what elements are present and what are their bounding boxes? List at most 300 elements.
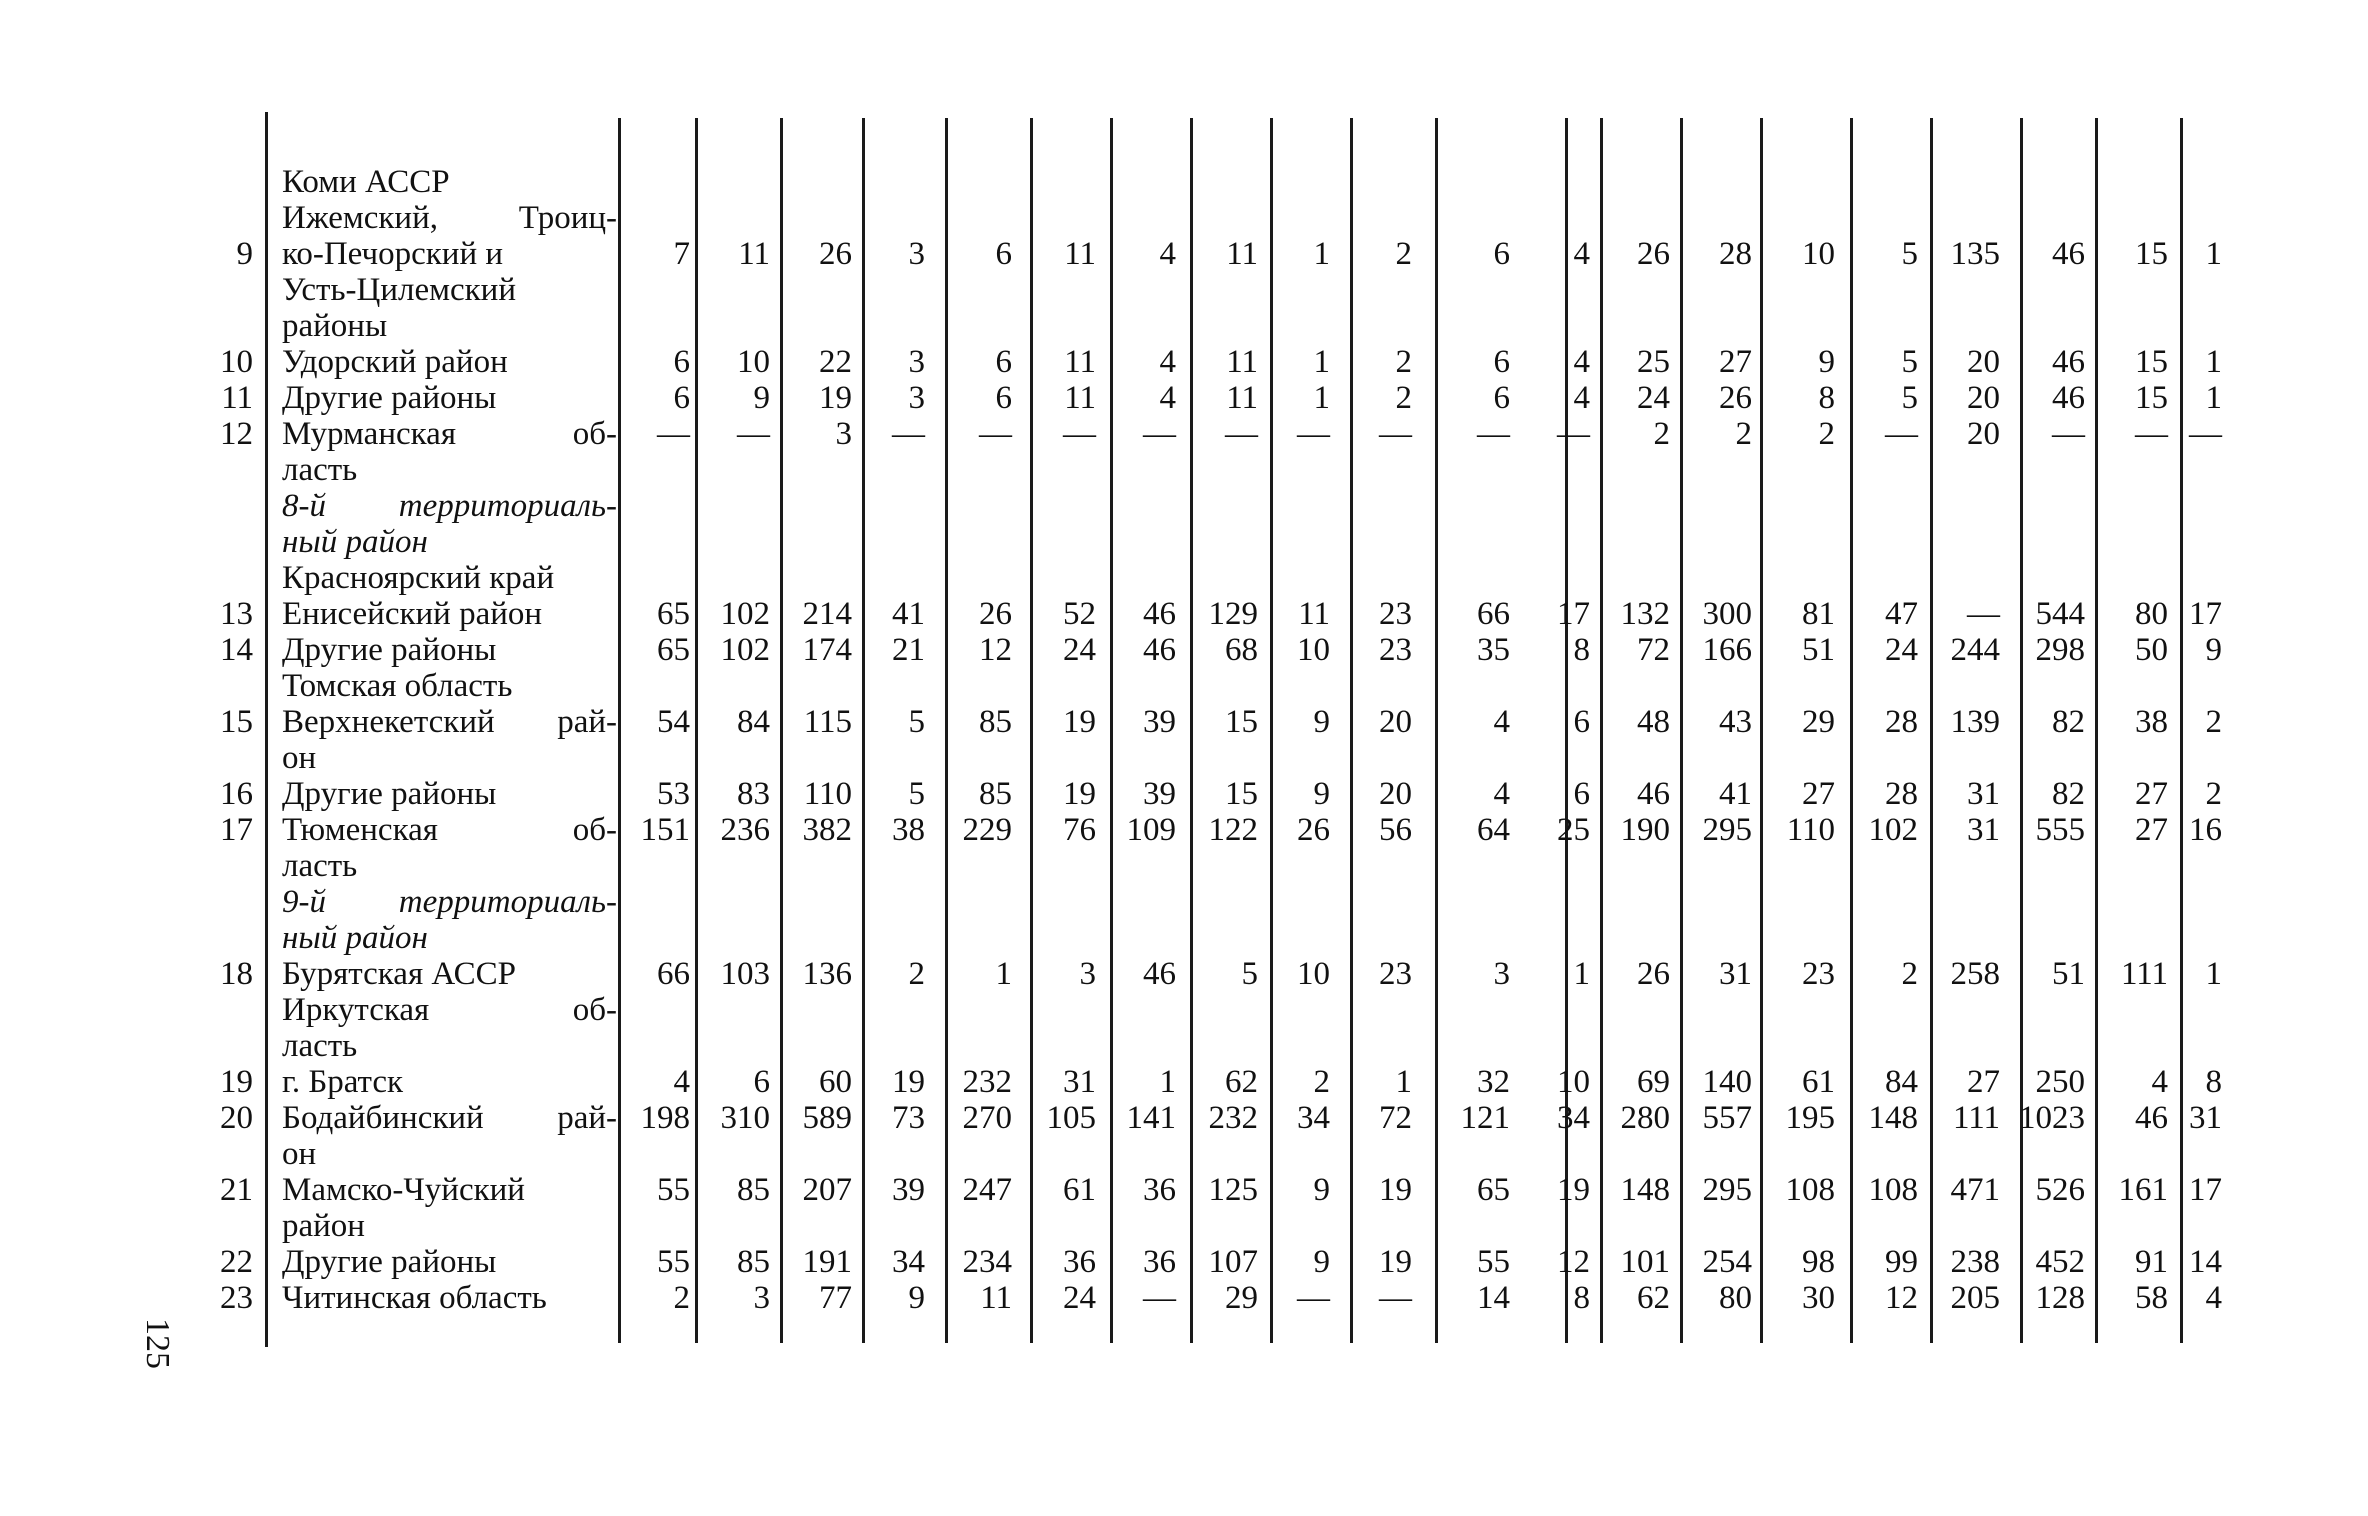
table-cell: 232 [1208,1100,1258,1136]
table-cell: 128 [2035,1280,2085,1316]
table-cell: 247 [962,1172,1012,1208]
table-cell: 29 [1225,1280,1258,1316]
table-cell: — [1477,416,1510,452]
table-cell: 61 [1802,1064,1835,1100]
table-cell: 8 [2205,1064,2222,1100]
table-cell: 6 [1493,380,1510,416]
table-cell: 36 [1143,1172,1176,1208]
region-name-line: Другие районы [282,776,497,812]
table-cell: 43 [1719,704,1752,740]
table-cell: 46 [2052,344,2085,380]
table-cell: 17 [2189,1172,2222,1208]
table-cell: 24 [1637,380,1670,416]
table-cell: 27 [2135,776,2168,812]
table-cell: 4 [2151,1064,2168,1100]
table-cell: 50 [2135,632,2168,668]
table-cell: 19 [892,1064,925,1100]
table-cell: 46 [2135,1100,2168,1136]
table-cell: 205 [1950,1280,2000,1316]
table-cell: 9 [2205,632,2222,668]
table-cell: 34 [1297,1100,1330,1136]
table-cell: 19 [1379,1172,1412,1208]
table-cell: 5 [1241,956,1258,992]
table-cell: 17 [1557,596,1590,632]
region-name-line: г. Братск [282,1064,404,1100]
table-cell: 1 [1313,380,1330,416]
table-cell: 6 [995,380,1012,416]
table-cell: — [2189,416,2222,452]
table-cell: 41 [1719,776,1752,812]
table-cell: 1 [2205,236,2222,272]
table-cell: 174 [802,632,852,668]
table-cell: 139 [1950,704,2000,740]
table-cell: 9 [1313,704,1330,740]
table-cell: 115 [803,704,852,740]
table-cell: 254 [1702,1244,1752,1280]
row-number: 10 [220,344,253,380]
table-cell: 105 [1046,1100,1096,1136]
table-cell: 27 [1802,776,1835,812]
table-cell: 26 [1637,956,1670,992]
table-cell: 1 [2205,380,2222,416]
table-cell: 110 [803,776,852,812]
region-name-line: 9-й территориаль- [282,884,617,920]
table-cell: 27 [1967,1064,2000,1100]
table-cell: 72 [1637,632,1670,668]
table-cell: 136 [802,956,852,992]
table-cell: 195 [1785,1100,1835,1136]
table-cell: 22 [819,344,852,380]
table-cell: 9 [753,380,770,416]
table-cell: 30 [1802,1280,1835,1316]
row-number: 23 [220,1280,253,1316]
table-cell: 310 [720,1100,770,1136]
table-cell: 80 [1719,1280,1752,1316]
table-cell: 295 [1702,1172,1752,1208]
table-cell: 191 [802,1244,852,1280]
table-cell: 298 [2035,632,2085,668]
table-cell: 5 [1901,344,1918,380]
region-name-line: ласть [282,1028,358,1064]
table-cell: 111 [2120,956,2168,992]
table-cell: 55 [1477,1244,1510,1280]
region-name-line: Иркутская об- [282,992,617,1028]
table-cell: 66 [657,956,690,992]
table-cell: 15 [2135,344,2168,380]
table-cell: 10 [1297,956,1330,992]
table-cell: — [1063,416,1096,452]
table-cell: 3 [908,344,925,380]
table-cell: 31 [1063,1064,1096,1100]
table-cell: 38 [2135,704,2168,740]
table-cell: 4 [1573,380,1590,416]
table-cell: 4 [1159,344,1176,380]
table-cell: 101 [1620,1244,1670,1280]
table-cell: 83 [737,776,770,812]
table-cell: 14 [2189,1244,2222,1280]
table-cell: 2 [2205,776,2222,812]
region-name-line: Бурятская АССР [282,956,516,992]
region-name-line: район [282,1208,365,1244]
table-cell: 46 [1637,776,1670,812]
table-cell: 4 [673,1064,690,1100]
table-cell: 46 [2052,236,2085,272]
table-cell: 2 [1395,380,1412,416]
table-cell: 2 [908,956,925,992]
table-cell: 26 [1637,236,1670,272]
region-name-line: Читинская область [282,1280,547,1316]
table-cell: 5 [1901,236,1918,272]
region-name-line: Другие районы [282,1244,497,1280]
table-cell: 5 [908,704,925,740]
row-number: 21 [220,1172,253,1208]
table-cell: 6 [673,380,690,416]
table-cell: 52 [1063,596,1096,632]
table-cell: 2 [673,1280,690,1316]
table-cell: 207 [802,1172,852,1208]
table-cell: 51 [1802,632,1835,668]
table-cell: 102 [1868,812,1918,848]
table-cell: — [1967,596,2000,632]
row-number: 20 [220,1100,253,1136]
table-cell: 2 [1395,236,1412,272]
table-cell: 23 [1802,956,1835,992]
table-cell: 55 [657,1244,690,1280]
table-cell: 2 [1818,416,1835,452]
table-cell: 526 [2035,1172,2085,1208]
table-cell: 14 [1477,1280,1510,1316]
table-cell: 29 [1802,704,1835,740]
table-cell: 109 [1126,812,1176,848]
page-number: 125 [139,1318,176,1369]
table-cell: — [2135,416,2168,452]
table-cell: 19 [819,380,852,416]
table-cell: 110 [1786,812,1835,848]
table-cell: 4 [1159,236,1176,272]
table-cell: 6 [1573,704,1590,740]
table-cell: 1 [995,956,1012,992]
region-name-line: Ижемский, Троиц- [282,200,617,236]
table-cell: 3 [835,416,852,452]
table-cell: 76 [1063,812,1096,848]
table-cell: 28 [1885,776,1918,812]
table-cell: 81 [1802,596,1835,632]
table-cell: 270 [962,1100,1012,1136]
table-cell: 300 [1702,596,1752,632]
table-cell: 11 [1064,236,1096,272]
row-number: 15 [220,704,253,740]
table-cell: 24 [1885,632,1918,668]
row-number: 14 [220,632,253,668]
table-cell: 122 [1208,812,1258,848]
table-cell: 8 [1573,1280,1590,1316]
table-cell: 15 [2135,236,2168,272]
table-cell: 6 [995,236,1012,272]
table-cell: 141 [1126,1100,1176,1136]
table-cell: 9 [1313,1244,1330,1280]
region-name-line: Томская область [282,668,513,704]
table-cell: 108 [1785,1172,1835,1208]
table-cell: 214 [802,596,852,632]
table-cell: 2 [1901,956,1918,992]
table-cell: 38 [892,812,925,848]
table-cell: 148 [1868,1100,1918,1136]
table-cell: 25 [1637,344,1670,380]
table-cell: 229 [962,812,1012,848]
table-cell: 3 [753,1280,770,1316]
region-name-line: Удорский район [282,344,508,380]
table-cell: 12 [979,632,1012,668]
table-cell: 69 [1637,1064,1670,1100]
table-cell: 20 [1379,704,1412,740]
table-cell: 54 [657,704,690,740]
region-name-line: районы [282,308,388,344]
table-cell: 35 [1477,632,1510,668]
table-cell: 4 [1159,380,1176,416]
table-cell: 72 [1379,1100,1412,1136]
table-cell: 111 [1952,1100,2000,1136]
table-cell: 11 [980,1280,1012,1316]
table-cell: 11 [1226,236,1258,272]
table-cell: 23 [1379,632,1412,668]
table-cell: — [979,416,1012,452]
table-cell: 107 [1208,1244,1258,1280]
table-cell: 5 [1901,380,1918,416]
table-cell: 46 [1143,632,1176,668]
table-cell: 3 [1079,956,1096,992]
table-cell: 15 [2135,380,2168,416]
table-cell: 85 [979,704,1012,740]
table-cell: 10 [1557,1064,1590,1100]
table-cell: 2 [2205,704,2222,740]
table-cell: 9 [1818,344,1835,380]
table-cell: 34 [892,1244,925,1280]
region-name-line: ный район [282,920,428,956]
table-cell: 3 [908,236,925,272]
table-cell: 36 [1143,1244,1176,1280]
table-cell: 148 [1620,1172,1670,1208]
table-cell: 250 [2035,1064,2085,1100]
table-cell: 16 [2189,812,2222,848]
table-cell: 11 [1226,380,1258,416]
table-cell: 140 [1702,1064,1752,1100]
table-cell: 68 [1225,632,1258,668]
table-cell: 452 [2035,1244,2085,1280]
table-cell: 6 [1573,776,1590,812]
region-name-line: Бодайбинский рай- [282,1100,617,1136]
table-cell: 5 [908,776,925,812]
table-cell: 15 [1225,776,1258,812]
table-cell: 589 [802,1100,852,1136]
table-cell: 17 [2189,596,2222,632]
table-cell: 382 [802,812,852,848]
table-cell: 295 [1702,812,1752,848]
table-cell: 34 [1557,1100,1590,1136]
table-cell: 8 [1573,632,1590,668]
table-cell: 73 [892,1100,925,1136]
table-cell: 24 [1063,1280,1096,1316]
region-name-line: Другие районы [282,380,497,416]
table-cell: 557 [1702,1100,1752,1136]
table-cell: 4 [1573,236,1590,272]
table-cell: 19 [1063,776,1096,812]
region-name-line: Красноярский край [282,560,555,596]
table-cell: 103 [720,956,770,992]
table-cell: 32 [1477,1064,1510,1100]
table-cell: 2 [1653,416,1670,452]
table-cell: 2 [1395,344,1412,380]
table-cell: 27 [2135,812,2168,848]
table-cell: 25 [1557,812,1590,848]
table-cell: 258 [1950,956,2000,992]
table-cell: 232 [962,1064,1012,1100]
table-cell: 82 [2052,704,2085,740]
table-cell: 15 [1225,704,1258,740]
table-cell: 31 [1719,956,1752,992]
table-cell: — [1557,416,1590,452]
table-cell: 10 [1297,632,1330,668]
table-cell: 190 [1620,812,1670,848]
table-cell: 1 [1313,344,1330,380]
table-cell: 102 [720,632,770,668]
table-cell: 1 [1573,956,1590,992]
table-cell: — [1885,416,1918,452]
row-number: 18 [220,956,253,992]
table-cell: 555 [2035,812,2085,848]
table-cell: 41 [892,596,925,632]
table-cell: 85 [737,1244,770,1280]
table-cell: — [1379,1280,1412,1316]
table-cell: — [1297,416,1330,452]
table-cell: 82 [2052,776,2085,812]
table-cell: 4 [1493,704,1510,740]
table-cell: 58 [2135,1280,2168,1316]
table-cell: 7 [673,236,690,272]
table-cell: 1 [1159,1064,1176,1100]
table-cell: 20 [1967,380,2000,416]
table-cell: 9 [908,1280,925,1316]
table-cell: 39 [892,1172,925,1208]
table-cell: 4 [1573,344,1590,380]
table-cell: 24 [1063,632,1096,668]
table-cell: 62 [1225,1064,1258,1100]
region-name-line: ласть [282,452,358,488]
region-name-line: он [282,1136,317,1172]
table-cell: 244 [1950,632,2000,668]
table-cell: 471 [1950,1172,2000,1208]
row-number: 9 [236,236,253,272]
table-cell: 1023 [2019,1100,2085,1136]
table-cell: 46 [2052,380,2085,416]
table-cell: 166 [1702,632,1752,668]
table-cell: — [1297,1280,1330,1316]
table-cell: 6 [995,344,1012,380]
table-cell: 12 [1885,1280,1918,1316]
table-cell: 99 [1885,1244,1918,1280]
table-cell: 28 [1885,704,1918,740]
table-cell: 1 [1313,236,1330,272]
region-name-line: ко-Печорский и [282,236,504,272]
table-cell: 12 [1557,1244,1590,1280]
table-cell: — [657,416,690,452]
row-number: 13 [220,596,253,632]
row-number: 17 [220,812,253,848]
table-cell: 3 [1493,956,1510,992]
table-cell: 85 [737,1172,770,1208]
table-cell: 234 [962,1244,1012,1280]
table-cell: 28 [1719,236,1752,272]
table-cell: 26 [979,596,1012,632]
table-cell: 39 [1143,776,1176,812]
table-cell: 31 [1967,812,2000,848]
table-cell: 9 [1313,776,1330,812]
table-cell: 121 [1460,1100,1510,1136]
region-name-line: Тюменская об- [282,812,617,848]
table-cell: 65 [657,632,690,668]
table-cell: 11 [1064,344,1096,380]
table-cell: 6 [753,1064,770,1100]
table-cell: 19 [1063,704,1096,740]
table-cell: 31 [2189,1100,2222,1136]
table-cell: 10 [737,344,770,380]
table-cell: 27 [1719,344,1752,380]
table-cell: 65 [1477,1172,1510,1208]
table-cell: 9 [1313,1172,1330,1208]
table-cell: — [1143,416,1176,452]
table-cell: — [1143,1280,1176,1316]
region-name-line: он [282,740,317,776]
table-cell: 48 [1637,704,1670,740]
table-cell: 62 [1637,1280,1670,1316]
table-cell: 77 [819,1280,852,1316]
table-cell: 135 [1950,236,2000,272]
region-name-line: Енисейский район [282,596,543,632]
table-cell: 26 [819,236,852,272]
table-cell: 11 [738,236,770,272]
region-name-line: ласть [282,848,358,884]
table-cell: 1 [2205,956,2222,992]
table-cell: 36 [1063,1244,1096,1280]
table-cell: 161 [2118,1172,2168,1208]
table-cell: 20 [1967,344,2000,380]
row-number: 11 [221,380,253,416]
table-cell: 102 [720,596,770,632]
table-cell: 2 [1735,416,1752,452]
table-cell: 125 [1208,1172,1258,1208]
table-cell: 21 [892,632,925,668]
table-cell: 23 [1379,956,1412,992]
table-cell: — [737,416,770,452]
table-cell: 55 [657,1172,690,1208]
table-cell: 20 [1379,776,1412,812]
table-cell: 4 [2205,1280,2222,1316]
table-cell: 544 [2035,596,2085,632]
region-name-line: Усть-Цилемский [282,272,516,308]
table-cell: 129 [1208,596,1258,632]
table-cell: 236 [720,812,770,848]
region-name-line: Мурманская об- [282,416,617,452]
table-cell: 11 [1226,344,1258,380]
table-cell: 26 [1297,812,1330,848]
table-cell: 19 [1379,1244,1412,1280]
table-cell: 1 [1395,1064,1412,1100]
row-number: 19 [220,1064,253,1100]
table-cell: 6 [1493,236,1510,272]
table-cell: 61 [1063,1172,1096,1208]
table-cell: 132 [1620,596,1670,632]
table-cell: 98 [1802,1244,1835,1280]
table-cell: 3 [908,380,925,416]
